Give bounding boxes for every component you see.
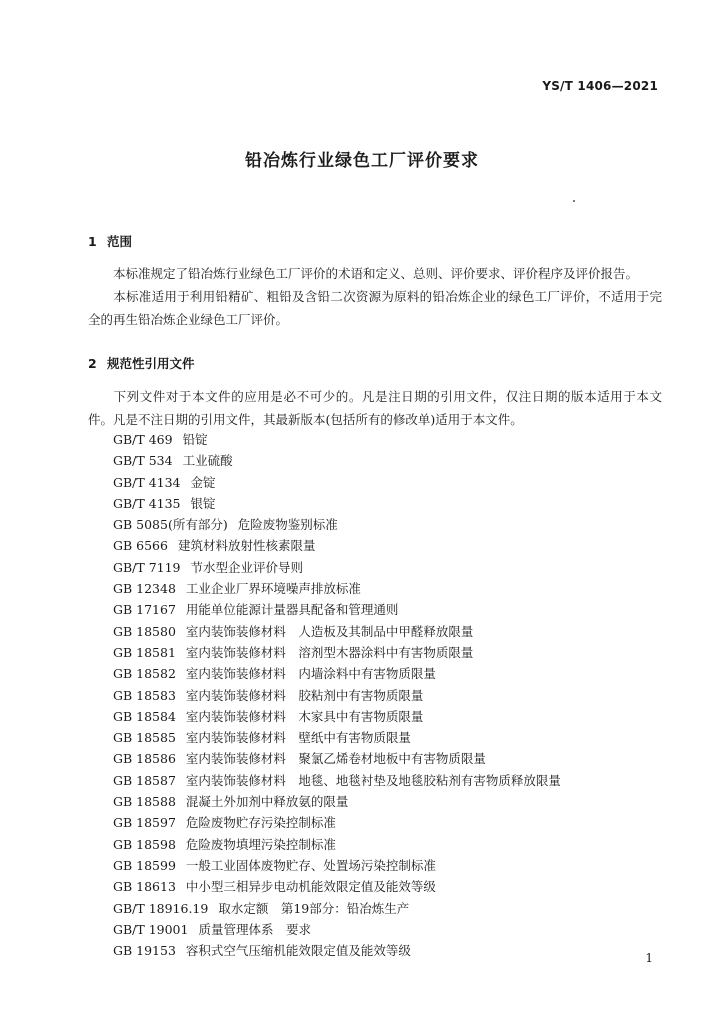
section-number: 1	[88, 234, 97, 249]
paragraph-text: 本标准规定了铅冶炼行业绿色工厂评价的术语和定义、总则、评价要求、评价程序及评价报告。	[113, 266, 639, 281]
reference-code: GB 18586	[113, 751, 176, 767]
reference-item	[113, 535, 673, 556]
reference-title: 室内装饰装修材料 胶粘剂中有害物质限量	[185, 687, 424, 703]
reference-code: GB/T 19001	[113, 921, 189, 937]
paragraph-text: 下列文件对于本文件的应用是必不可少的。凡是注日期的引用文件，仅注日期的版本适用于本文件。凡是不注日期的引用文件，其最新版本(包括所有的修改单)适用于本文件。	[88, 389, 662, 427]
reference-item	[113, 685, 673, 706]
reference-code: GB 18587	[113, 772, 176, 788]
reference-code: GB 17167	[113, 602, 176, 618]
reference-title: 工业硫酸	[182, 453, 233, 469]
reference-title: 危险废物填埋污染控制标准	[185, 836, 336, 852]
reference-code: GB 18588	[113, 794, 176, 810]
reference-title: 铅锭	[182, 432, 208, 447]
reference-title: 一般工业固体废物贮存、处置场污染控制标准	[185, 857, 436, 873]
reference-title: 危险废物鉴别标准	[237, 517, 338, 533]
reference-code: GB 12348	[113, 581, 176, 597]
reference-code: GB 18597	[113, 815, 176, 831]
reference-title: 金锭	[190, 474, 216, 490]
section-2-heading	[88, 354, 195, 372]
document-title: 铅冶炼行业绿色工厂评价要求	[245, 151, 479, 171]
reference-code: GB 18613	[113, 879, 176, 895]
reference-item	[113, 748, 673, 769]
reference-item	[113, 727, 673, 748]
reference-item	[113, 578, 673, 599]
reference-item	[113, 557, 673, 578]
reference-code: GB 18582	[113, 666, 176, 682]
reference-item	[113, 514, 673, 535]
reference-item	[113, 834, 673, 855]
reference-item	[113, 812, 673, 833]
reference-code: GB/T 18916.19	[113, 900, 209, 916]
reference-title: 混凝土外加剂中释放氨的限量	[185, 794, 349, 810]
reference-item	[113, 770, 673, 791]
reference-item	[113, 663, 673, 684]
reference-item	[113, 429, 673, 450]
reference-title: 银锭	[190, 495, 216, 511]
reference-item	[113, 706, 673, 727]
reference-item	[113, 876, 673, 897]
reference-title: 节水型企业评价导则	[190, 559, 304, 575]
reference-item	[113, 642, 673, 663]
reference-item	[113, 450, 673, 471]
page-number: 1	[645, 951, 653, 965]
reference-title: 室内装饰装修材料 壁纸中有害物质限量	[185, 730, 411, 746]
reference-code: GB 18599	[113, 857, 176, 873]
reference-code: GB 19153	[113, 943, 176, 959]
reference-title: 室内装饰装修材料 溶剂型木器涂料中有害物质限量	[185, 644, 474, 660]
reference-item	[113, 898, 673, 919]
reference-item	[113, 919, 673, 940]
reference-code: GB 18598	[113, 836, 176, 852]
reference-item	[113, 621, 673, 642]
section-title: 范围	[107, 234, 133, 249]
reference-title: 用能单位能源计量器具配备和管理通则	[185, 602, 399, 618]
reference-code: GB/T 534	[113, 453, 173, 469]
reference-code: GB 5085(所有部分)	[113, 517, 228, 533]
reference-item	[113, 493, 673, 514]
section-number: 2	[88, 356, 97, 371]
section-title: 规范性引用文件	[107, 356, 195, 371]
reference-code: GB 6566	[113, 538, 168, 554]
reference-item	[113, 472, 673, 493]
section-2-paragraph-1	[88, 385, 662, 431]
reference-code: GB/T 7119	[113, 559, 181, 575]
section-1-paragraph-1	[88, 262, 662, 285]
section-1-heading	[88, 232, 132, 250]
reference-item	[113, 599, 673, 620]
reference-list	[113, 429, 673, 961]
reference-title: 危险废物贮存污染控制标准	[185, 815, 336, 831]
reference-code: GB 18584	[113, 708, 176, 724]
reference-code: GB 18583	[113, 687, 176, 703]
scan-speck	[573, 200, 575, 202]
reference-code: GB 18585	[113, 730, 176, 746]
paragraph-text: 本标准适用于利用铅精矿、粗铅及含铅二次资源为原料的铅冶炼企业的绿色工厂评价，不适用于完全的再生铅冶炼企业绿色工厂评价。	[88, 289, 662, 327]
reference-title: 室内装饰装修材料 地毯、地毯衬垫及地毯胶粘剂有害物质释放限量	[185, 772, 561, 788]
reference-title: 取水定额 第19部分：铅冶炼生产	[218, 900, 410, 916]
reference-title: 室内装饰装修材料 人造板及其制品中甲醛释放限量	[185, 623, 474, 639]
reference-title: 容积式空气压缩机能效限定值及能效等级	[185, 943, 411, 959]
reference-code: GB/T 4134	[113, 474, 181, 490]
reference-code: GB/T 4135	[113, 495, 181, 511]
reference-item	[113, 940, 673, 961]
reference-title: 室内装饰装修材料 聚氯乙烯卷材地板中有害物质限量	[185, 751, 486, 767]
reference-code: GB/T 469	[113, 432, 173, 447]
reference-title: 质量管理体系 要求	[198, 921, 311, 937]
reference-title: 室内装饰装修材料 木家具中有害物质限量	[185, 708, 424, 724]
reference-title: 建筑材料放射性核素限量	[177, 538, 316, 554]
reference-item	[113, 855, 673, 876]
reference-code: GB 18580	[113, 623, 176, 639]
reference-item	[113, 791, 673, 812]
reference-code: GB 18581	[113, 644, 176, 660]
standard-code: YS/T 1406—2021	[542, 79, 658, 93]
reference-title: 中小型三相异步电动机能效限定值及能效等级	[185, 879, 436, 895]
section-1-paragraph-2	[88, 285, 662, 331]
reference-title: 工业企业厂界环境噪声排放标准	[185, 581, 361, 597]
reference-title: 室内装饰装修材料 内墙涂料中有害物质限量	[185, 666, 436, 682]
